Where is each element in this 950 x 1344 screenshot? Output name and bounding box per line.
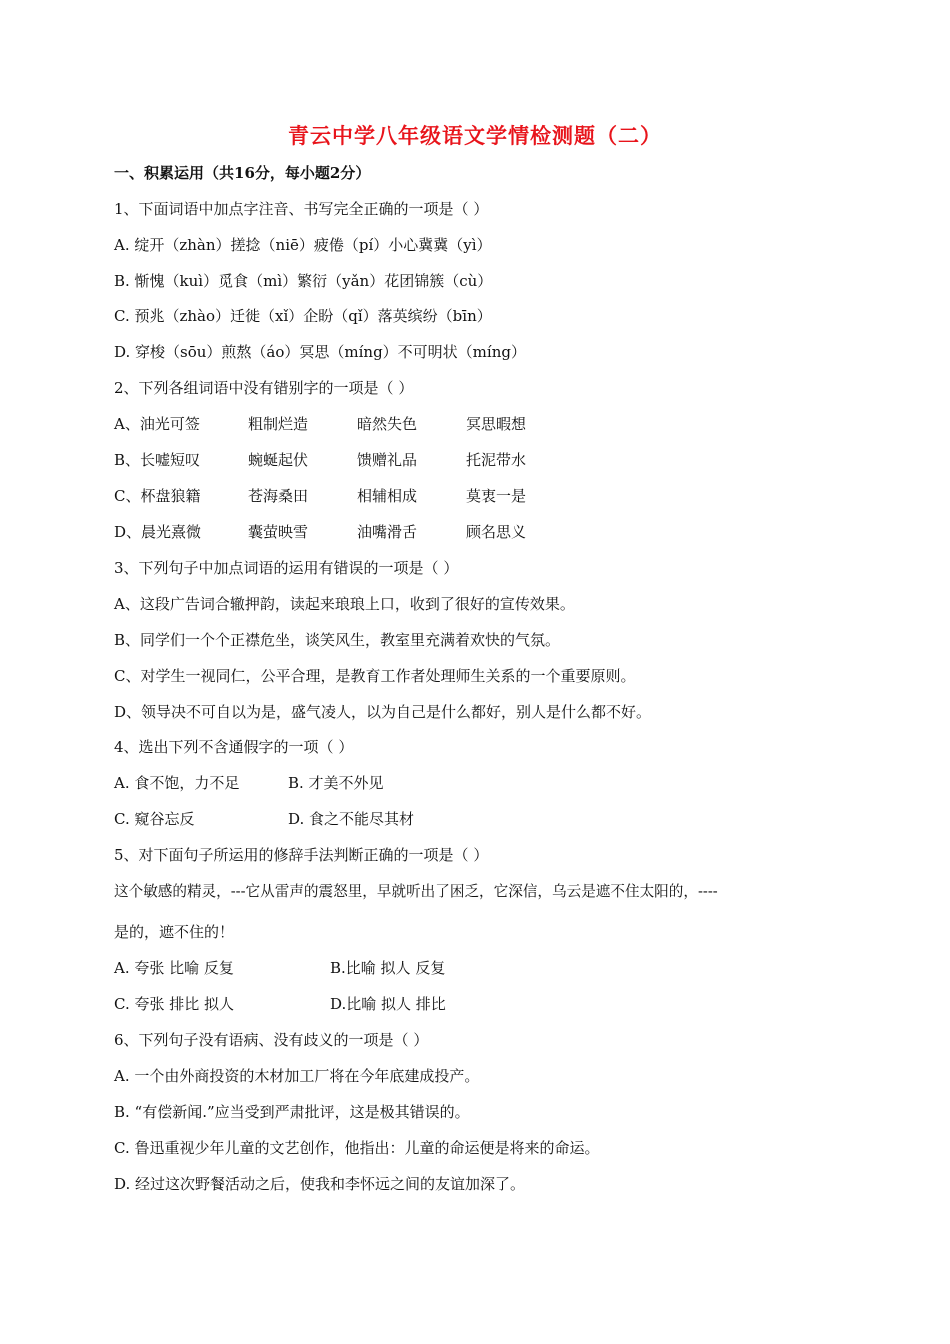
q2-b-word-2: 蜿蜒起伏 (248, 451, 309, 469)
q5-stem: 5、对下面句子所运用的修辞手法判断正确的一项是（ ） (114, 846, 489, 864)
q6-option-c: C. 鲁迅重视少年儿童的文艺创作，他指出：儿童的命运便是将来的命运。 (114, 1139, 600, 1157)
q3-option-b: B、同学们一个个正襟危坐，谈笑风生，教室里充满着欢快的气氛。 (114, 631, 561, 649)
q2-c-word-2: 苍海桑田 (248, 487, 309, 505)
q4-option-a: A. 食不饱，力不足 (114, 774, 240, 792)
page-title: 青云中学八年级语文学情检测题（二） (288, 123, 662, 148)
q1-option-b: B. 惭愧（kuì）觅食（mì）繁衍（yǎn）花团锦簇（cù） (114, 272, 493, 290)
q2-a-word-2: 粗制烂造 (248, 415, 309, 433)
q4-option-b: B. 才美不外见 (288, 774, 384, 792)
q3-option-d: D、领导决不可自以为是，盛气凌人，以为自己是什么都好，别人是什么都不好。 (114, 703, 652, 721)
q2-d-word-2: 囊萤映雪 (248, 523, 309, 541)
q2-b-word-4: 托泥带水 (466, 451, 527, 469)
q4-stem: 4、选出下列不含通假字的一项（ ） (114, 738, 354, 756)
q2-c-word-1: C、杯盘狼籍 (114, 487, 201, 505)
q1-option-d: D. 穿梭（sōu）煎熬（áo）冥思（míng）不可明状（míng） (114, 343, 526, 361)
q3-option-a: A、这段广告词合辙押韵，读起来琅琅上口，收到了很好的宣传效果。 (114, 595, 575, 613)
q2-a-word-3: 暗然失色 (357, 415, 418, 433)
q5-option-d: D.比喻 拟人 排比 (330, 995, 446, 1013)
q2-a-word-4: 冥思暇想 (466, 415, 527, 433)
q3-option-c: C、对学生一视同仁，公平合理，是教育工作者处理师生关系的一个重要原则。 (114, 667, 636, 685)
q6-option-b: B. “有偿新闻.”应当受到严肃批评，这是极其错误的。 (114, 1103, 470, 1121)
q2-d-word-1: D、晨光熹微 (114, 523, 202, 541)
q6-option-a: A. 一个由外商投资的木材加工厂将在今年底建成投产。 (114, 1067, 480, 1085)
q5-option-c: C. 夸张 排比 拟人 (114, 995, 235, 1013)
q2-c-word-3: 相辅相成 (357, 487, 418, 505)
q3-stem: 3、下列句子中加点词语的运用有错误的一项是（ ） (114, 559, 459, 577)
q2-b-word-3: 馈赠礼品 (357, 451, 418, 469)
q2-a-word-1: A、油光可签 (114, 415, 200, 433)
q1-option-c: C. 预兆（zhào）迁徙（xǐ）企盼（qǐ）落英缤纷（bīn） (114, 307, 492, 325)
q2-d-word-3: 油嘴滑舌 (357, 523, 418, 541)
q1-option-a: A. 绽开（zhàn）搓捻（niē）疲倦（pí）小心冀冀（yì） (114, 236, 492, 254)
q5-passage-line-1: 这个敏感的精灵，---它从雷声的震怒里，早就听出了困乏，它深信，乌云是遮不住太阳的，---- (114, 883, 718, 900)
q6-stem: 6、下列句子没有语病、没有歧义的一项是（ ） (114, 1031, 429, 1049)
q4-option-c: C. 窥谷忘反 (114, 810, 195, 828)
q4-option-d: D. 食之不能尽其材 (288, 810, 415, 828)
q5-passage-line-2: 是的，遮不住的！ (114, 923, 235, 941)
q5-option-a: A. 夸张 比喻 反复 (114, 959, 234, 977)
q1-stem: 1、下面词语中加点字注音、书写完全正确的一项是（ ） (114, 200, 489, 218)
q2-c-word-4: 莫衷一是 (466, 487, 527, 505)
q2-d-word-4: 顾名思义 (466, 523, 527, 541)
section-heading: 一、积累运用（共16分，每小题2分） (114, 164, 371, 182)
q6-option-d: D. 经过这次野餐活动之后，使我和李怀远之间的友谊加深了。 (114, 1175, 526, 1193)
q2-b-word-1: B、长嘘短叹 (114, 451, 201, 469)
q5-option-b: B.比喻 拟人 反复 (330, 959, 446, 977)
q2-stem: 2、下列各组词语中没有错别字的一项是（ ） (114, 379, 414, 397)
